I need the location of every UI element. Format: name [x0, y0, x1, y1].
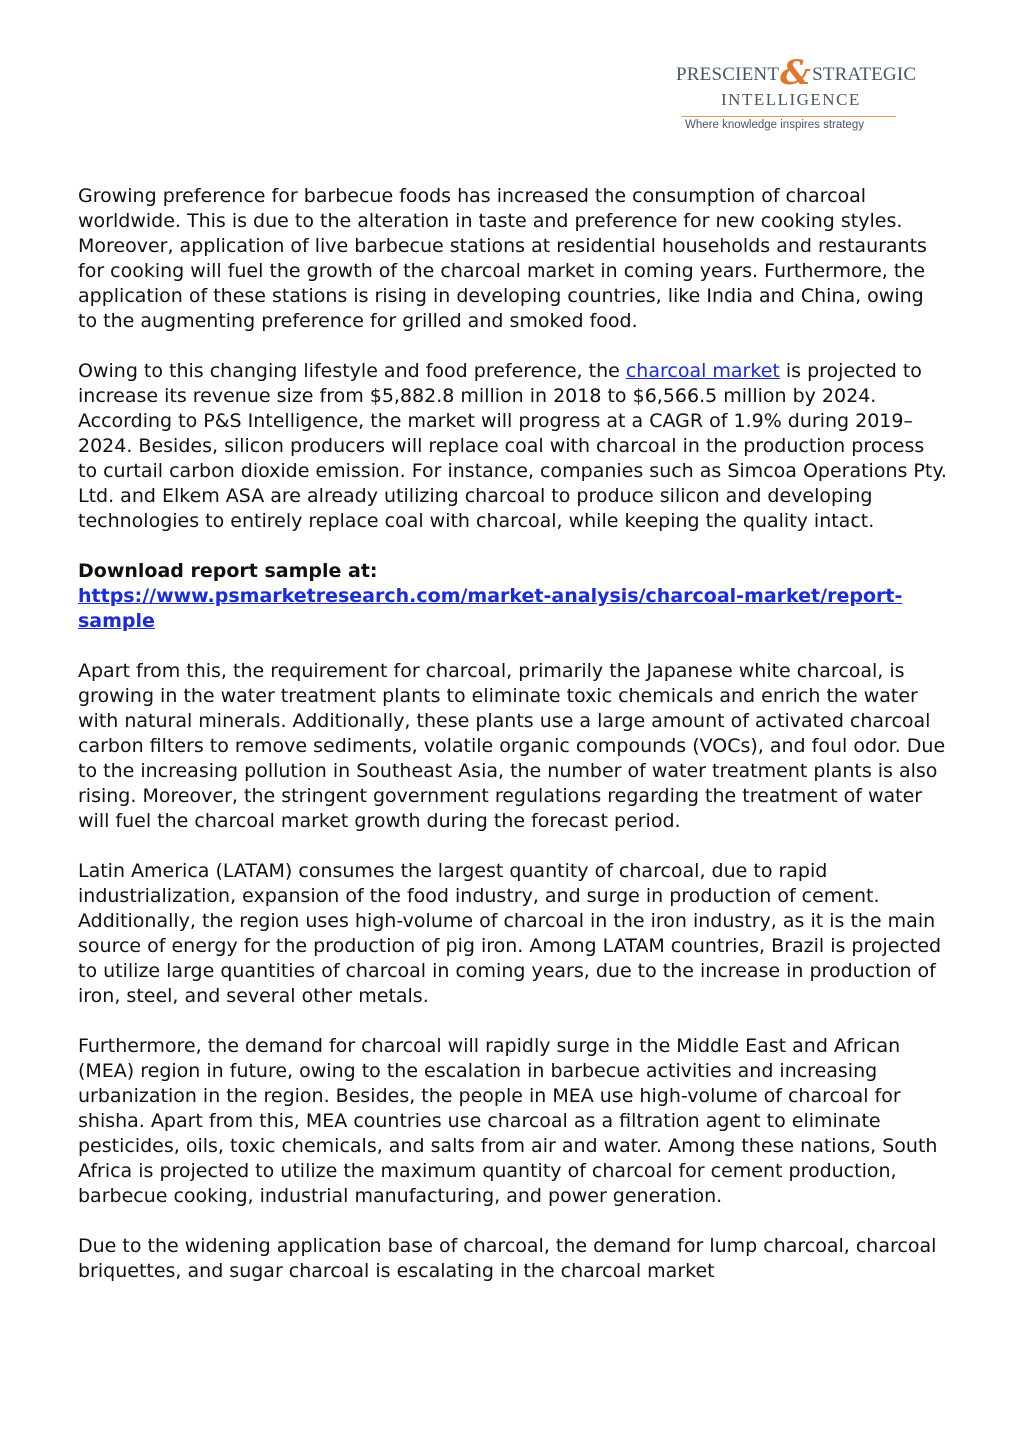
report-sample-link[interactable]: https://www.psmarketresearch.com/market-analysis/charcoal-market/report-sample — [78, 585, 903, 632]
logo-wordmark-top: PRESCIENT&STRATEGIC — [676, 53, 917, 93]
paragraph-market-size: Owing to this changing lifestyle and food preference, the charcoal market is projected to increase its revenue size from $5,882.8 million in 2018 to $6,566.5 million by 2024. According to P&S Intelligence, the market will progress at a CAGR of 1.9% during 2019–2024. Besides, silicon producers will replace coal with charcoal in the production process to curtail carbon dioxide emission. For instance, companies such as Simcoa Operations Pty. Ltd. and Elkem ASA are already utilizing charcoal to produce silicon and developing technologies to entirely replace coal with charcoal, while keeping the quality intact. — [78, 360, 947, 532]
paragraph-product-types: Due to the widening application base of charcoal, the demand for lump charcoal, charcoal briquettes, and sugar charcoal is escalating in the charcoal market — [78, 1235, 937, 1282]
logo-ampersand: & — [780, 53, 812, 93]
download-sample-heading: Download report sample at: — [78, 560, 378, 582]
paragraph-water-treatment: Apart from this, the requirement for charcoal, primarily the Japanese white charcoal, is growing in the water treatment plants to eliminate toxic chemicals and enrich the water with natural minerals. Additionally, these plants use a large amount of activated charcoal carbon filters to remove sediments, volatile organic compounds (VOCs), and foul odor. Due to the increasing pollution in Southeast Asia, the number of water treatment plants is also rising. Moreover, the stringent government regulations regarding the treatment of water will fuel the charcoal market growth during the forecast period. — [78, 660, 946, 832]
logo-divider — [682, 116, 896, 117]
paragraph-barbecue: Growing preference for barbecue foods has increased the consumption of charcoal worldwide. This is due to the alteration in taste and preference for new cooking styles. Moreover, application of live barbecue stations at residential households and restaurants for cooking will fuel the growth of the charcoal market in coming years. Furthermore, the application of these stations is rising in developing countries, like India and China, owing to the augmenting preference for grilled and smoked food. — [78, 185, 927, 332]
paragraph-mea: Furthermore, the demand for charcoal will rapidly surge in the Middle East and African (MEA) region in future, owing to the escalation in barbecue activities and increasing urbanization in the region. Besides, the people in MEA use high-volume of charcoal for shisha. Apart from this, MEA countries use charcoal as a filtration agent to eliminate pesticides, oils, toxic chemicals, and salts from air and water. Among these nations, South Africa is projected to utilize the maximum quantity of charcoal for cement production, barbecue cooking, industrial manufacturing, and power generation. — [78, 1035, 938, 1207]
paragraph-latam: Latin America (LATAM) consumes the largest quantity of charcoal, due to rapid industrialization, expansion of the food industry, and surge in production of cement. Additionally, the region uses high-volume of charcoal in the iron industry, as it is the main source of energy for the production of pig iron. Among LATAM countries, Brazil is projected to utilize large quantities of charcoal in coming years, due to the increase in production of iron, steel, and several other metals. — [78, 860, 942, 1007]
logo-tagline: Where knowledge inspires strategy — [685, 119, 864, 131]
company-logo — [676, 53, 917, 138]
article-body — [78, 184, 948, 1309]
download-sample-block — [78, 559, 948, 634]
charcoal-market-link[interactable]: charcoal market — [625, 360, 780, 382]
logo-wordmark-bottom: INTELLIGENCE — [721, 90, 861, 109]
